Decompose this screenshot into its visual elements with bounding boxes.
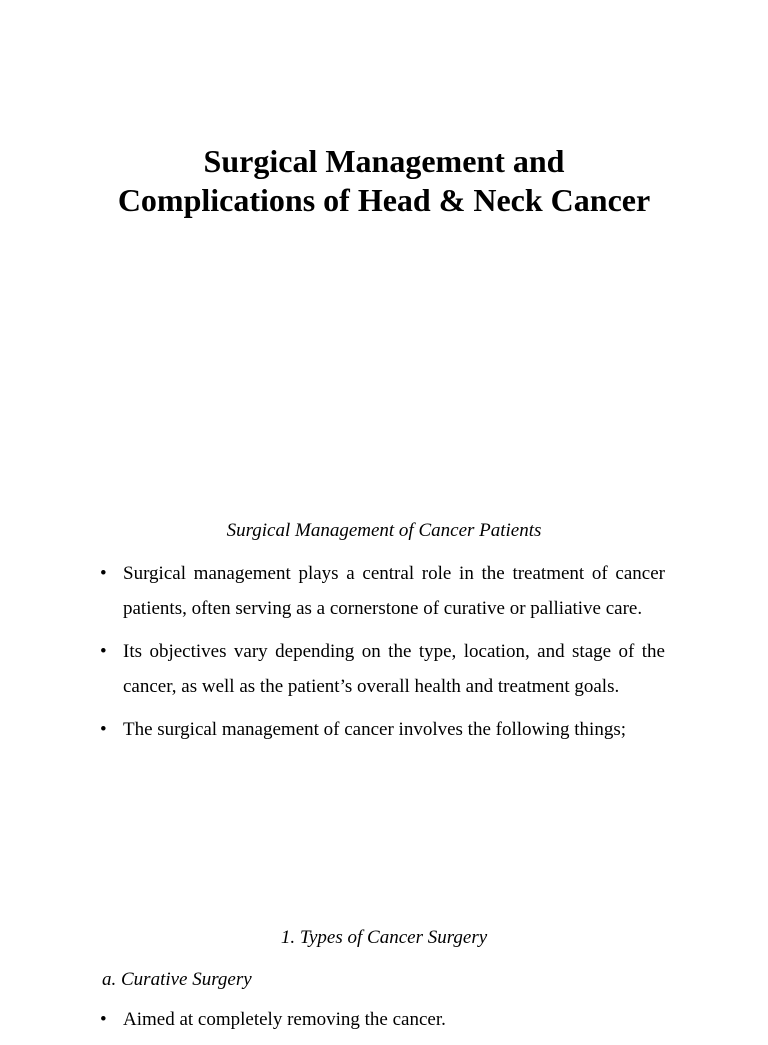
bullet-text: Its objectives vary depending on the type, location, and stage of the cancer, as well as the patient’s overall health and treatment goals. [123,641,665,697]
section-heading-surgical-management: Surgical Management of Cancer Patients [226,520,542,541]
bullet-icon: • [100,719,107,740]
list-item [0,1002,768,1037]
section-heading-types-of-cancer-surgery: 1. Types of Cancer Surgery [280,927,488,948]
document-title [0,142,768,220]
bullet-text: The surgical management of cancer involves the following things; [123,719,627,740]
surgical-management-bullet-list [0,556,768,755]
list-item [0,634,768,704]
subheading-curative-surgery: a. Curative Surgery [102,969,252,990]
title-line-1: Surgical Management and [203,143,565,179]
bullet-icon: • [100,1009,107,1030]
title-line-2: Complications of Head & Neck Cancer [117,182,651,218]
list-item [0,556,768,626]
bullet-text: Surgical management plays a central role in the treatment of cancer patients, often serving as a cornerstone of curative or palliative care. [123,563,665,619]
bullet-icon: • [100,563,107,584]
bullet-text: Aimed at completely removing the cancer. [123,1009,446,1030]
bullet-icon: • [100,641,107,662]
list-item [0,712,768,747]
